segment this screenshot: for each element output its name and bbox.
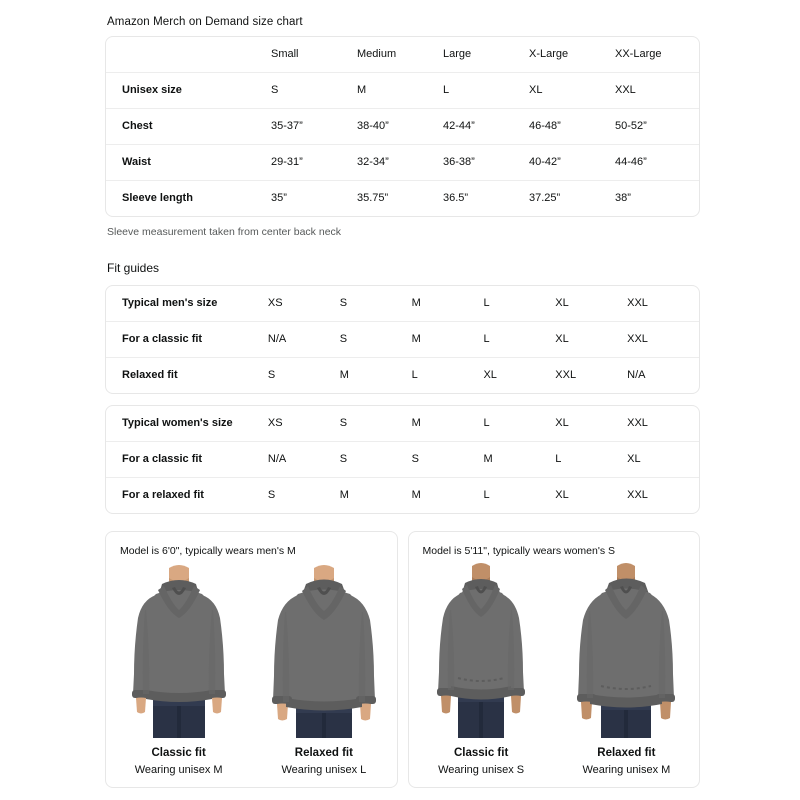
row-label-womens-relaxed-fit: For a relaxed fit [106,478,268,514]
cell: S [268,478,340,514]
cell: M [340,358,412,394]
table-row [106,322,699,358]
caption-title: Classic fit [453,747,509,759]
womens-fit-table-card [105,405,700,514]
mens-relaxed-fit-figure [265,560,383,738]
caption-title: Relaxed fit [294,747,353,759]
table-row [106,406,699,442]
cell: M [412,322,484,358]
cell: XL [627,442,699,478]
caption-subtitle: Wearing unisex S [438,764,525,776]
cell: M [411,417,421,429]
table-row [106,478,699,514]
cell: 35” [271,181,357,217]
cell: N/A [268,322,340,358]
mens-model-card-title: Model is 6'0", typically wears men's M [120,545,296,557]
cell: 40-42” [529,145,615,181]
cell: 38” [615,181,700,217]
table-gap [105,394,700,405]
table-row [106,109,700,145]
column-header-small: Small [271,48,299,60]
cell: 35-37” [271,109,357,145]
cell: S [339,297,348,309]
cell: S [271,73,357,109]
mens-fit-table-card [105,285,700,394]
row-label-sleeve-length: Sleeve length [106,181,271,217]
cell: XS [267,297,283,309]
mens-classic-fit-figure [120,560,238,738]
womens-classic-fit-figure [422,560,540,738]
cell: XL [555,417,569,429]
caption-subtitle: Wearing unisex L [281,764,367,776]
cell: XL [555,478,627,514]
cell: L [555,442,627,478]
cell: 29-31” [271,145,357,181]
cell: S [340,322,412,358]
cell: S [268,358,340,394]
row-label-womens-classic-fit: For a classic fit [106,442,268,478]
column-header-xlarge: X-Large [529,48,569,60]
cell: XXL [627,478,699,514]
cell: M [357,73,443,109]
cell: L [412,358,484,394]
table-row [106,73,700,109]
row-label-waist: Waist [106,145,271,181]
womens-relaxed-caption [554,745,699,778]
row-label-mens-classic-fit: For a classic fit [106,322,268,358]
mens-model-figures [106,560,397,738]
womens-relaxed-fit-figure [567,560,685,738]
cell: L [483,297,490,309]
cell: M [483,442,555,478]
male-model-classic-illustration [120,560,238,738]
row-label-mens-relaxed-fit: Relaxed fit [106,358,268,394]
cell: S [412,442,484,478]
cell: XL [483,358,555,394]
sleeve-measurement-note: Sleeve measurement taken from center back neck [107,226,342,238]
caption-subtitle: Wearing unisex M [582,764,671,776]
cell: XXL [555,358,627,394]
table-row [106,442,699,478]
womens-captions [409,745,700,778]
mens-fit-table [106,286,699,393]
womens-model-card-title: Model is 5'11", typically wears women's S [422,545,616,557]
male-model-relaxed-illustration [265,560,383,738]
cell: 46-48” [529,109,615,145]
cell: 44-46” [615,145,700,181]
cell: XXL [627,322,699,358]
column-header-large: Large [443,48,472,60]
caption-title: Relaxed fit [597,747,656,759]
size-table-card [105,36,700,217]
mens-classic-caption [106,745,251,778]
caption-title: Classic fit [151,747,206,759]
cell: M [412,478,484,514]
cell: L [483,322,555,358]
female-model-classic-illustration [422,560,540,738]
column-header-medium: Medium [357,48,397,60]
row-label-chest: Chest [106,109,271,145]
womens-model-figures [409,560,700,738]
cell: XL [555,297,569,309]
mens-captions [106,745,397,778]
cell: L [483,478,555,514]
cell: L [483,417,490,429]
cell: 37.25” [529,181,615,217]
page-title: Amazon Merch on Demand size chart [107,16,303,28]
cell: 35.75” [357,181,443,217]
mens-model-card [105,531,398,788]
cell: L [443,73,529,109]
cell: XXL [627,417,648,429]
cell: N/A [627,358,699,394]
womens-model-card [408,531,701,788]
size-table [106,37,700,216]
female-model-relaxed-illustration [567,560,685,738]
caption-subtitle: Wearing unisex M [134,764,223,776]
cell: 36-38” [443,145,529,181]
cell: S [339,417,348,429]
column-header-xxlarge: XX-Large [615,48,662,60]
fit-guides-heading: Fit guides [107,261,160,275]
model-cards-row [105,531,700,788]
cell: 38-40” [357,109,443,145]
cell: XXL [615,73,700,109]
table-row [106,358,699,394]
column-header-blank [106,37,271,73]
cell: M [340,478,412,514]
cell: 32-34” [357,145,443,181]
table-row [106,286,699,322]
cell: XL [555,322,627,358]
cell: M [411,297,421,309]
cell: XL [529,73,615,109]
cell: 42-44” [443,109,529,145]
womens-classic-caption [409,745,554,778]
cell: 36.5” [443,181,529,217]
mens-relaxed-caption [251,745,396,778]
table-header-row [106,37,700,73]
table-row [106,145,700,181]
cell: S [340,442,412,478]
cell: XXL [627,297,648,309]
cell: N/A [268,442,340,478]
row-label-typical-mens-size: Typical men's size [122,297,218,309]
row-label-unisex-size: Unisex size [106,73,271,109]
row-label-typical-womens-size: Typical women's size [122,417,233,429]
womens-fit-table [106,406,699,513]
cell: 50-52” [615,109,700,145]
cell: XS [267,417,283,429]
table-row [106,181,700,217]
